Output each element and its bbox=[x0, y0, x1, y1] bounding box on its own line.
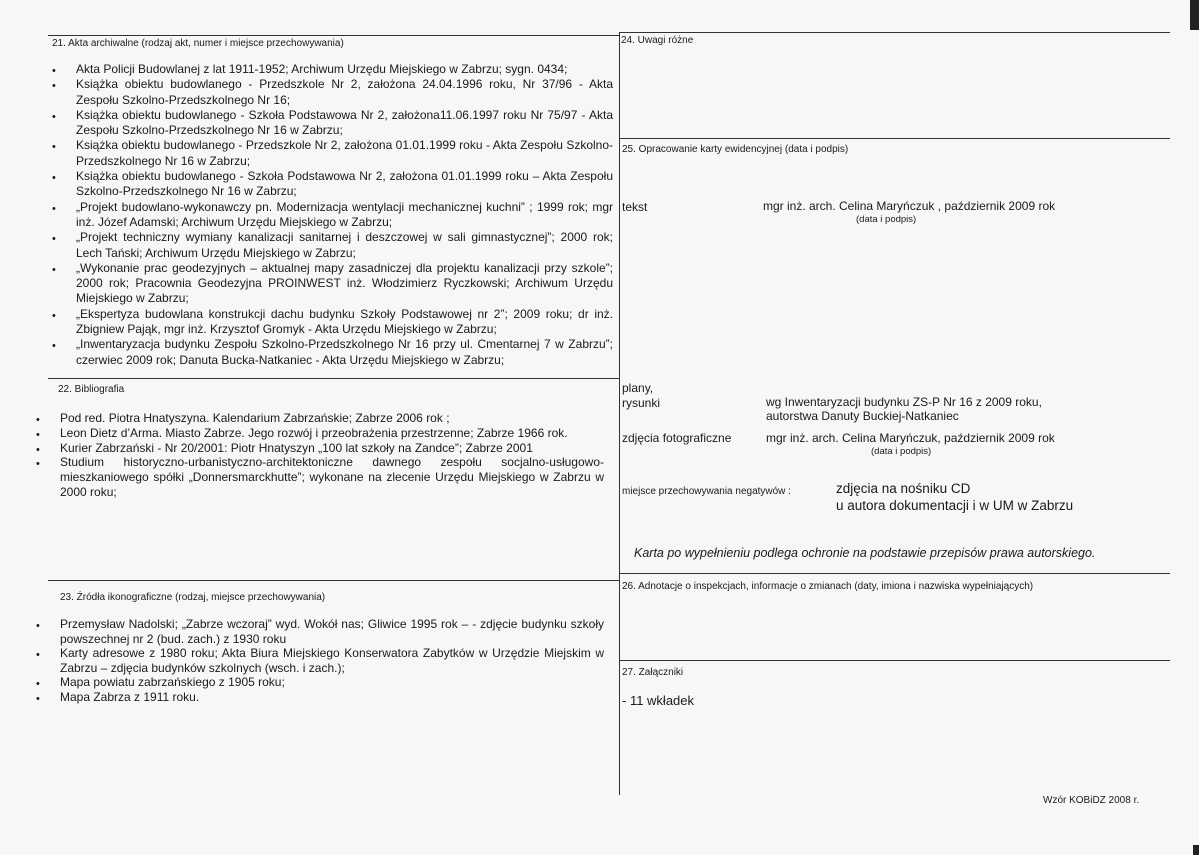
section-21-title: 21. Akta archiwalne (rodzaj akt, numer i miejsce przechowywania) bbox=[52, 38, 344, 49]
list-item: • Kurier Zabrzański - Nr 20/2001: Piotr Hnatyszyn „100 lat szkoły na Zandce”; Zabrze 2001 bbox=[32, 441, 604, 456]
list-item: • „Projekt techniczny wymiany kanalizacji sanitarnej i deszczowej w sali gimnastycznej”; 2000 rok; Lech Tański; Archiwum Urzędu Miejskiego w Zabrzu; bbox=[48, 230, 613, 261]
section-22-list bbox=[32, 411, 604, 500]
rysunki-label: rysunki bbox=[622, 396, 661, 410]
section-25-title: 25. Opracowanie karty ewidencyjnej (data i podpis) bbox=[622, 144, 849, 155]
template-label: Wzór KOBiDZ 2008 r. bbox=[1043, 795, 1140, 806]
list-item: • „Wykonanie prac geodezyjnych – aktualnej mapy zasadniczej dla projektu kanalizacji przy szkole”; 2000 rok; Pracownia Geodezyjna PROINWEST inż. Włodzimierz Ryczkowski; Archiwum Urzędu Miejskiego w Zabrzu; bbox=[48, 261, 613, 307]
negatywy-label: miejsce przechowywania negatywów : bbox=[622, 486, 791, 497]
section-24-title: 24. Uwagi różne bbox=[621, 35, 694, 46]
list-item: • Książka obiektu budowlanego - Szkoła Podstawowa Nr 2, założona 01.01.1999 roku – Akta Zespołu Szkolno-Przedszkolnego Nr 16 w Zabrzu; bbox=[48, 169, 613, 200]
plany-value-line-2: autorstwa Danuty Buckiej-Natkaniec bbox=[766, 409, 959, 423]
list-item: • Mapa Zabrza z 1911 roku. bbox=[32, 690, 604, 705]
list-item: • Pod red. Piotra Hnatyszyna. Kalendarium Zabrzańskie; Zabrze 2006 rok ; bbox=[32, 411, 604, 426]
list-item: • Studium historyczno-urbanistyczno-architektoniczne dawnego zespołu socjalno-usługowo-mieszkaniowego spółki „Donnersmarckhutte”; wykonane na zlecenie Urzędu Miejskiego w Zabrzu w 2000 roku; bbox=[32, 455, 604, 499]
zdjecia-note: (data i podpis) bbox=[871, 446, 932, 457]
tekst-value: mgr inż. arch. Celina Maryńczuk , październik 2009 rok bbox=[763, 199, 1056, 213]
list-item: • Akta Policji Budowlanej z lat 1911-1952; Archiwum Urzędu Miejskiego w Zabrzu; sygn. 0434; bbox=[48, 62, 613, 77]
list-item: • Książka obiektu budowlanego - Przedszkole Nr 2, założona 01.01.1999 roku - Akta Zespołu Szkolno-Przedszkolnego Nr 16 w Zabrzu; bbox=[48, 138, 613, 169]
divider-25-26 bbox=[619, 573, 1170, 574]
scan-edge-mark bbox=[1193, 845, 1199, 855]
tekst-note: (data i podpis) bbox=[856, 214, 917, 225]
negatywy-value-line-2: u autora dokumentacji i w UM w Zabrzu bbox=[836, 498, 1074, 513]
list-item: • Mapa powiatu zabrzańskiego z 1905 roku; bbox=[32, 675, 604, 690]
divider-24-25 bbox=[619, 138, 1170, 139]
list-item: • Przemysław Nadolski; „Zabrze wczoraj” wyd. Wokół nas; Gliwice 1995 rok – - zdjęcie budynku szkoły powszechnej nr 2 (bud. zach.) z 1930 roku bbox=[32, 617, 604, 646]
divider-22-23 bbox=[48, 580, 619, 581]
section-23-list bbox=[32, 617, 604, 704]
center-divider bbox=[619, 32, 620, 795]
top-border-right bbox=[619, 32, 1170, 33]
section-22-title: 22. Bibliografia bbox=[58, 384, 125, 395]
list-item: • „Ekspertyza budowlana konstrukcji dachu budynku Szkoły Podstawowej nr 2”; 2009 roku; dr inż. Zbigniew Pająk, mgr inż. Krzysztof Gromyk - Akta Urzędu Miejskiego w Zabrzu; bbox=[48, 307, 613, 338]
divider-26-27 bbox=[619, 660, 1170, 661]
scan-edge-mark bbox=[1190, 0, 1199, 30]
negatywy-value-line-1: zdjęcia na nośniku CD bbox=[836, 481, 971, 496]
plany-value-line-1: wg Inwentaryzacji budynku ZS-P Nr 16 z 2009 roku, bbox=[766, 395, 1042, 409]
divider-21-22 bbox=[48, 378, 619, 379]
list-item: • „Projekt budowlano-wykonawczy pn. Modernizacja wentylacji mechanicznej kuchni” ; 1999 rok; mgr inż. Józef Adamski; Archiwum Urzędu Miejskiego w Zabrzu; bbox=[48, 200, 613, 231]
list-item: • Karty adresowe z 1980 roku; Akta Biura Miejskiego Konserwatora Zabytków w Urzędzie Miejskim w Zabrzu – zdjęcia budynków szkolnych (wsch. i zach.); bbox=[32, 646, 604, 675]
zdjecia-label: zdjęcia fotograficzne bbox=[622, 431, 732, 445]
attachments-value: - 11 wkładek bbox=[622, 693, 695, 708]
copyright-notice: Karta po wypełnieniu podlega ochronie na podstawie przepisów prawa autorskiego. bbox=[634, 546, 1096, 560]
section-23-title: 23. Źródła ikonograficzne (rodzaj, miejsce przechowywania) bbox=[60, 592, 326, 603]
zdjecia-value: mgr inż. arch. Celina Maryńczuk, październik 2009 rok bbox=[766, 431, 1055, 445]
list-item: • Książka obiektu budowlanego - Szkoła Podstawowa Nr 2, założona11.06.1997 roku Nr 75/97 - Akta Zespołu Szkolno-Przedszkolnego Nr 16 w Zabrzu; bbox=[48, 108, 613, 139]
top-border-left bbox=[48, 35, 619, 36]
section-21-list bbox=[48, 62, 613, 368]
plany-label: plany, bbox=[622, 381, 654, 395]
section-27-title: 27. Załączniki bbox=[622, 667, 684, 678]
section-26-title: 26. Adnotacje o inspekcjach, informacje o zmianach (daty, imiona i nazwiska wypełniających) bbox=[622, 581, 1034, 592]
tekst-label: tekst bbox=[622, 200, 648, 214]
list-item: • Leon Dietz d’Arma. Miasto Zabrze. Jego rozwój i przeobrażenia przestrzenne; Zabrze 1966 rok. bbox=[32, 426, 604, 441]
list-item: • „Inwentaryzacja budynku Zespołu Szkolno-Przedszkolnego Nr 16 przy ul. Cmentarnej 7 w Zabrzu”; czerwiec 2009 rok; Danuta Bucka-Natkaniec - Akta Urzędu Miejskiego w Zabrzu; bbox=[48, 337, 613, 368]
list-item: • Książka obiektu budowlanego - Przedszkole Nr 2, założona 24.04.1996 roku, Nr 37/96 - Akta Zespołu Szkolno-Przedszkolnego Nr 16; bbox=[48, 77, 613, 108]
